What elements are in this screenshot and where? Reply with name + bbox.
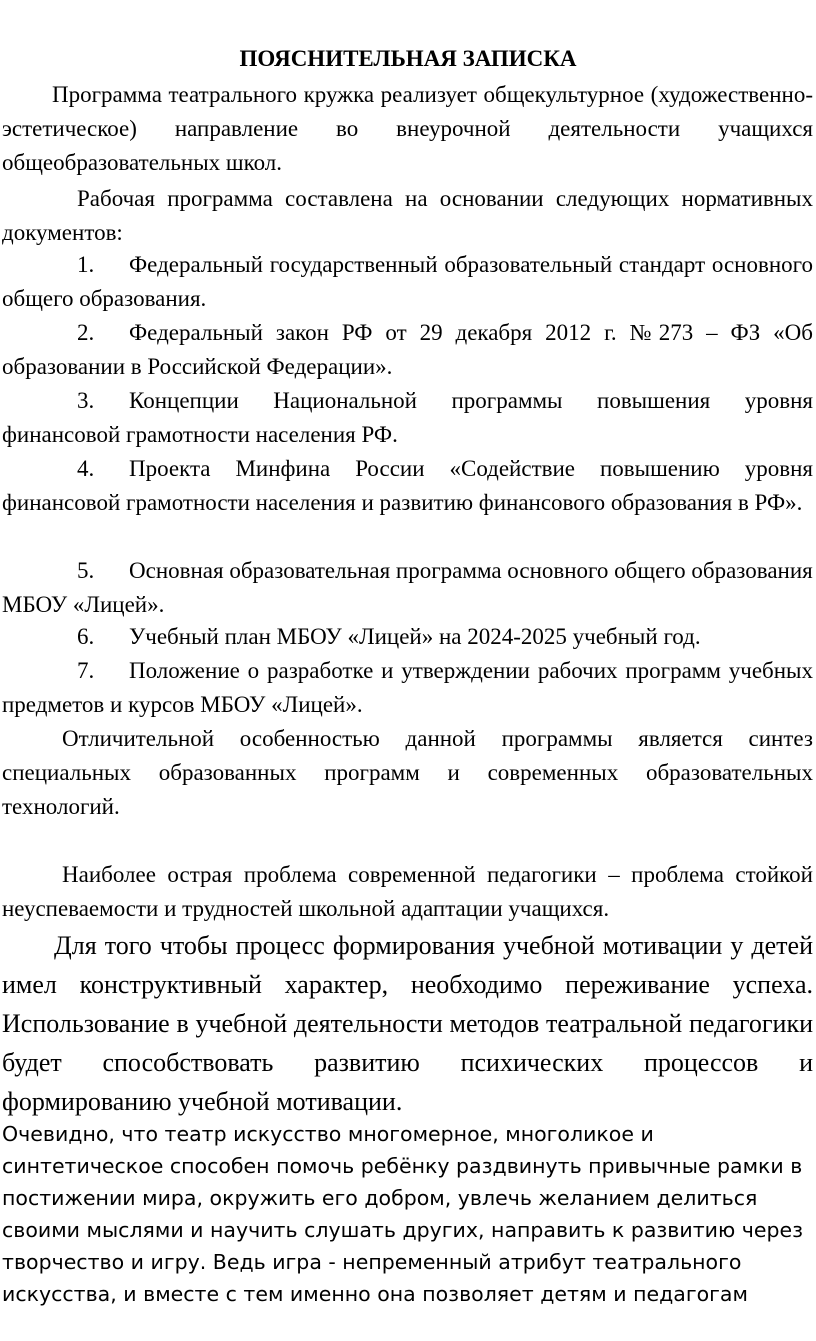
list-item-text: Положение о разработке и утверждении рабочих программ учебных предметов и курсов МБОУ «Лицей». <box>2 658 813 717</box>
list-item-text: Федеральный государственный образовательный стандарт основного общего образования. <box>2 252 813 311</box>
list-item <box>2 654 813 722</box>
list-item-number: 6. <box>77 624 95 649</box>
problem-paragraph: Наиболее острая проблема современной педагогики – проблема стойкой неуспеваемости и трудностей школьной адаптации учащихся. <box>2 862 813 921</box>
list-item <box>2 384 813 452</box>
list-item-text: Основная образовательная программа основного общего образования МБОУ «Лицей». <box>2 558 813 617</box>
list-item-text: Учебный план МБОУ «Лицей» на 2024-2025 учебный год. <box>129 624 701 649</box>
motivation-paragraph: Для того чтобы процесс формирования учебной мотивации у детей имел конструктивный характер, необходимо переживание успеха. Использование в учебной деятельности методов театральной педагогики будет способствовать развитию психических процессов и формированию учебной мотивации. <box>2 931 813 1116</box>
list-item-number: 3. <box>77 388 95 413</box>
list-item-number: 4. <box>77 456 95 481</box>
list-item-number: 2. <box>77 320 95 345</box>
theatre-paragraph: Очевидно, что театр искусство многомерное, многоликое и синтетическое способен помочь ребёнку раздвинуть привычные рамки в постижении мира, окружить его добром, увлечь желанием делиться своими мыслями и научить слушать других, направить к развитию через творчество и игру. Ведь игра - непременный атрибут театрального искусства, и вместе с тем именно она позволяет детям и педагогам <box>2 1122 803 1306</box>
list-item-text: Федеральный закон РФ от 29 декабря 2012 г. №273 – ФЗ «Об образовании в Российской Федерации». <box>2 320 813 379</box>
list-item <box>2 316 813 384</box>
list-item <box>2 452 813 520</box>
page-title: ПОЯСНИТЕЛЬНАЯ ЗАПИСКА <box>239 46 577 71</box>
list-item-number: 1. <box>77 252 95 277</box>
list-item-number: 7. <box>77 658 95 683</box>
list-item-text: Концепции Национальной программы повышения уровня финансовой грамотности населения РФ. <box>2 388 813 447</box>
list-item <box>2 554 813 622</box>
intro-paragraph: Программа театрального кружка реализует общекультурное (художественно-эстетическое) направление во внеурочной деятельности учащихся общеобразовательных школ. <box>2 82 813 175</box>
list-item <box>2 248 813 316</box>
basis-paragraph: Рабочая программа составлена на основании следующих нормативных документов: <box>2 186 813 245</box>
list-item-text: Проекта Минфина России «Содействие повышению уровня финансовой грамотности населения и развитию финансового образования в РФ». <box>2 456 813 515</box>
list-item-number: 5. <box>77 558 95 583</box>
feature-paragraph: Отличительной особенностью данной программы является синтез специальных образованных программ и современных образовательных технологий. <box>2 726 813 819</box>
list-item <box>2 620 813 654</box>
